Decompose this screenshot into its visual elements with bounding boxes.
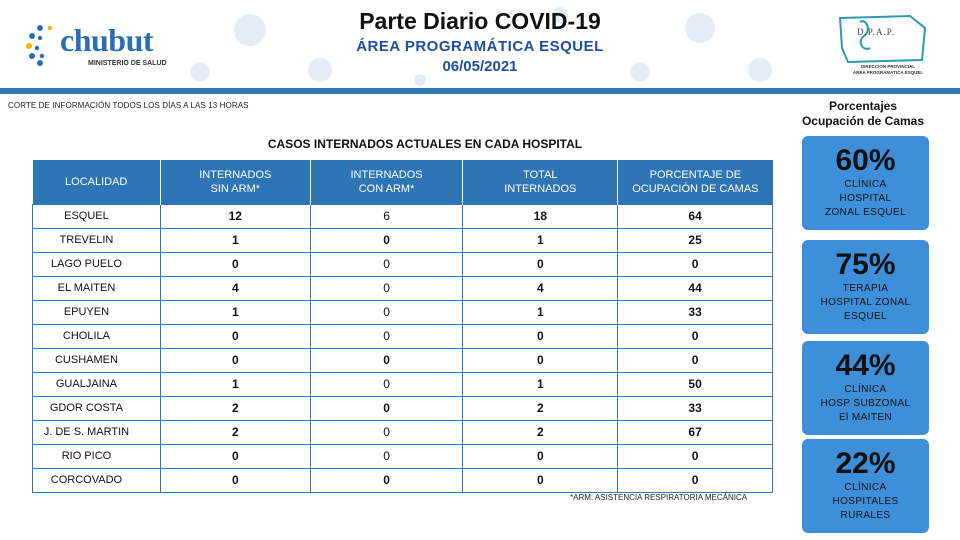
occupancy-card — [802, 439, 929, 533]
cell-localidad: GUALJAINA — [33, 372, 161, 396]
col-header-porcentaje: PORCENTAJE DE OCUPACIÓN DE CAMAS — [618, 160, 773, 204]
logo-text: chubut — [60, 22, 154, 58]
occupancy-label: HOSPITALES — [832, 496, 899, 507]
cell-localidad: CORCOVADO — [33, 468, 161, 492]
page-title: Parte Diario COVID-19 — [359, 8, 601, 34]
occupancy-label: HOSPITAL ZONAL — [820, 297, 911, 308]
cell-value: 1 — [463, 228, 618, 252]
occupancy-percent: 75% — [835, 248, 896, 281]
cell-value: 2 — [160, 396, 310, 420]
arm-footnote: *ARM: ASISTENCIA RESPIRATORIA MECÁNICA — [570, 493, 748, 502]
header — [0, 0, 960, 88]
table-row — [33, 324, 773, 348]
cell-value: 0 — [160, 348, 310, 372]
cell-localidad: TREVELIN — [33, 228, 161, 252]
table-row — [33, 372, 773, 396]
chubut-logo — [26, 16, 176, 72]
hospital-table — [32, 160, 773, 493]
cell-value: 0 — [160, 324, 310, 348]
cell-value: 67 — [618, 420, 773, 444]
page-subtitle: ÁREA PROGRAMÁTICA ESQUEL — [356, 38, 604, 55]
cell-value: 0 — [310, 300, 463, 324]
cell-value: 2 — [160, 420, 310, 444]
table-row — [33, 348, 773, 372]
cell-value: 2 — [463, 396, 618, 420]
cell-value: 12 — [160, 204, 310, 228]
col-header-total: TOTAL INTERNADOS — [463, 160, 618, 204]
dpap-sub-line2: AREA PROGRAMATICA ESQUEL — [852, 70, 924, 75]
dpap-logo-subtitle — [838, 64, 938, 76]
cell-value: 0 — [463, 324, 618, 348]
table-row — [33, 252, 773, 276]
table-row — [33, 444, 773, 468]
cell-value: 0 — [463, 348, 618, 372]
cell-value: 0 — [310, 348, 463, 372]
cutoff-note: CORTE DE INFORMACIÓN TODOS LOS DÍAS A LAS 13 HORAS — [8, 101, 249, 110]
cell-value: 0 — [310, 420, 463, 444]
cell-value: 1 — [160, 228, 310, 252]
cell-localidad: CHOLILA — [33, 324, 161, 348]
cell-value: 1 — [463, 300, 618, 324]
cell-value: 0 — [310, 252, 463, 276]
cell-localidad: GDOR COSTA — [33, 396, 161, 420]
sidebar-title-line2: Ocupación de Camas — [801, 114, 925, 128]
cell-value: 0 — [310, 444, 463, 468]
cell-value: 0 — [160, 468, 310, 492]
cell-localidad: RIO PICO — [33, 444, 161, 468]
sidebar-title-line1: Porcentajes — [828, 99, 898, 113]
header-band — [0, 88, 960, 94]
occupancy-percent: 22% — [835, 447, 896, 480]
cell-value: 25 — [618, 228, 773, 252]
occupancy-label: CLÍNICA — [844, 482, 887, 493]
occupancy-card — [802, 240, 929, 334]
sidebar-title — [780, 99, 946, 129]
occupancy-card — [802, 136, 929, 230]
occupancy-label: CLÍNICA — [844, 384, 887, 395]
occupancy-label: RURALES — [840, 510, 891, 521]
cell-value: 4 — [463, 276, 618, 300]
occupancy-label: HOSPITAL — [839, 193, 892, 204]
cell-value: 1 — [463, 372, 618, 396]
cell-localidad: ESQUEL — [33, 204, 161, 228]
cell-value: 33 — [618, 396, 773, 420]
occupancy-label: ZONAL ESQUEL — [824, 207, 907, 218]
cell-value: 0 — [160, 252, 310, 276]
cell-value: 0 — [618, 444, 773, 468]
cell-value: 0 — [310, 324, 463, 348]
occupancy-percent: 60% — [835, 144, 896, 177]
table-row — [33, 276, 773, 300]
cell-value: 44 — [618, 276, 773, 300]
table-row — [33, 420, 773, 444]
logo-subtitle: MINISTERIO DE SALUD — [88, 60, 167, 67]
table-row — [33, 468, 773, 492]
occupancy-card — [802, 341, 929, 435]
cell-value: 50 — [618, 372, 773, 396]
table-row — [33, 396, 773, 420]
cell-value: 0 — [310, 468, 463, 492]
cell-localidad: EL MAITEN — [33, 276, 161, 300]
dpap-sub-line1: DIRECCION PROVINCIAL — [860, 64, 916, 69]
cell-value: 0 — [463, 468, 618, 492]
cell-value: 0 — [463, 444, 618, 468]
cell-value: 4 — [160, 276, 310, 300]
cell-localidad: J. DE S. MARTIN — [33, 420, 161, 444]
dpap-logo-text: D.P.A.P. — [857, 27, 896, 37]
occupancy-label: HOSP SUBZONAL — [820, 398, 911, 409]
cell-value: 0 — [310, 276, 463, 300]
cell-value: 33 — [618, 300, 773, 324]
cell-value: 0 — [310, 396, 463, 420]
cell-value: 0 — [463, 252, 618, 276]
cell-value: 64 — [618, 204, 773, 228]
col-header-con-arm: INTERNADOS CON ARM* — [310, 160, 463, 204]
cell-localidad: CUSHAMEN — [33, 348, 161, 372]
cell-value: 0 — [618, 468, 773, 492]
cell-value: 0 — [618, 252, 773, 276]
cell-value: 0 — [310, 228, 463, 252]
col-header-sin-arm: INTERNADOS SIN ARM* — [160, 160, 310, 204]
cell-localidad: EPUYEN — [33, 300, 161, 324]
col-header-localidad: LOCALIDAD — [33, 160, 161, 204]
report-date: 06/05/2021 — [442, 58, 518, 75]
cell-value: 18 — [463, 204, 618, 228]
cell-value: 0 — [160, 444, 310, 468]
occupancy-label: CLÍNICA — [844, 179, 887, 190]
occupancy-label: El MAITEN — [838, 412, 893, 423]
cell-value: 0 — [618, 348, 773, 372]
cell-localidad: LAGO PUELO — [33, 252, 161, 276]
occupancy-label: ESQUEL — [844, 311, 887, 322]
table-row — [33, 300, 773, 324]
occupancy-percent: 44% — [835, 349, 896, 382]
table-row — [33, 204, 773, 228]
cell-value: 1 — [160, 300, 310, 324]
occupancy-label: TERAPIA — [842, 283, 889, 294]
table-row — [33, 228, 773, 252]
table-title: CASOS INTERNADOS ACTUALES EN CADA HOSPITAL — [267, 137, 583, 151]
cell-value: 1 — [160, 372, 310, 396]
cell-value: 0 — [310, 372, 463, 396]
cell-value: 0 — [618, 324, 773, 348]
cell-value: 6 — [310, 204, 463, 228]
table-header-row — [33, 160, 773, 204]
cell-value: 2 — [463, 420, 618, 444]
